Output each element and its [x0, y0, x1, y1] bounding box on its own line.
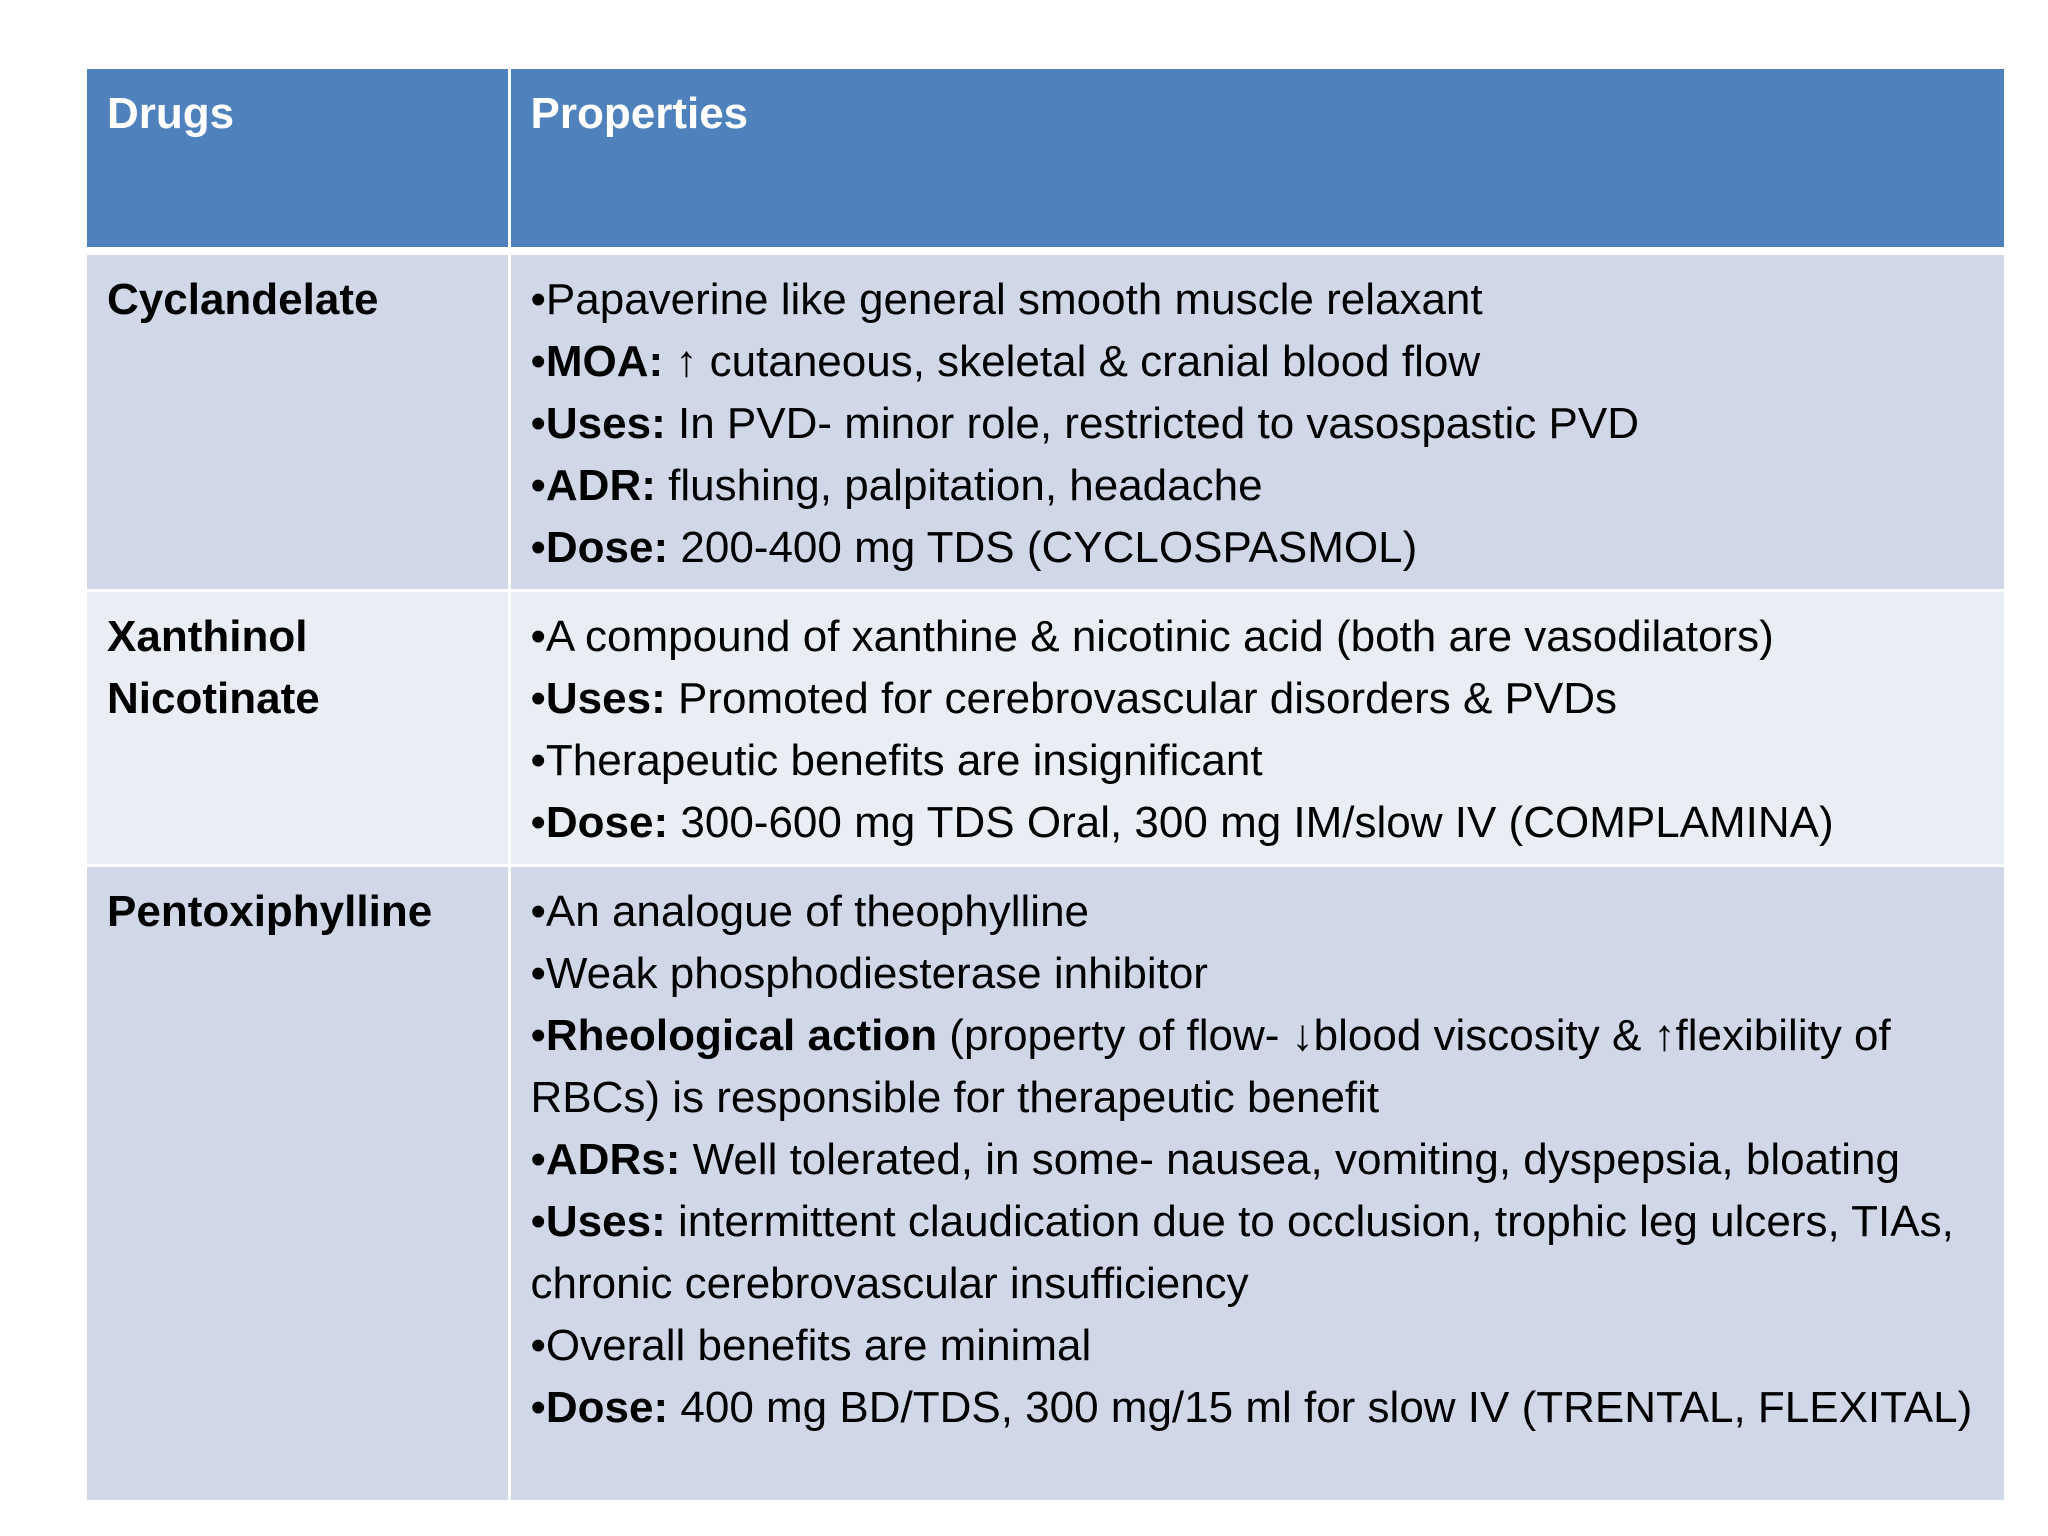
bullet: •	[530, 399, 546, 448]
property-key: MOA:	[545, 337, 664, 386]
property-line	[531, 1377, 1987, 1439]
bullet: •	[530, 1197, 546, 1246]
property-line	[531, 1191, 1987, 1315]
bullet: •	[530, 674, 546, 723]
bullet: •	[530, 798, 546, 847]
property-key: Dose:	[545, 798, 669, 847]
property-text: 200-400 mg TDS (CYCLOSPASMOL)	[668, 523, 1418, 572]
bullet: •	[530, 275, 546, 324]
property-line	[531, 1129, 1987, 1191]
bullet: •	[530, 887, 546, 936]
property-line	[531, 455, 1987, 517]
property-line	[531, 668, 1987, 730]
bullet: •	[530, 1321, 546, 1370]
bullet: •	[530, 337, 546, 386]
header-properties: Properties	[509, 69, 2004, 251]
property-text: A compound of xanthine & nicotinic acid (both are vasodilators)	[545, 612, 1774, 661]
property-line	[531, 393, 1987, 455]
drug-cell	[87, 866, 509, 1502]
table-row	[87, 251, 2004, 591]
drug-name-line2: Nicotinate	[107, 674, 320, 723]
bullet: •	[530, 1011, 546, 1060]
property-line	[531, 730, 1987, 792]
property-key: ADRs:	[545, 1135, 681, 1184]
property-line	[531, 881, 1987, 943]
property-key: Uses:	[545, 399, 666, 448]
properties-cell	[509, 251, 2004, 591]
drug-properties-table	[87, 69, 2004, 1503]
property-line	[531, 331, 1987, 393]
drug-cell	[87, 591, 509, 866]
drug-name: Pentoxiphylline	[107, 887, 433, 936]
bullet: •	[530, 461, 546, 510]
drug-name-line1: Xanthinol	[107, 612, 308, 661]
property-line	[531, 1005, 1987, 1129]
property-text: Promoted for cerebrovascular disorders & PVDs	[665, 674, 1618, 723]
property-text: Therapeutic benefits are insignificant	[545, 736, 1263, 785]
property-text: In PVD- minor role, restricted to vasospastic PVD	[665, 399, 1639, 448]
property-text: 300-600 mg TDS Oral, 300 mg IM/slow IV (COMPLAMINA)	[668, 798, 1834, 847]
table-row	[87, 866, 2004, 1502]
property-text: An analogue of theophylline	[545, 887, 1090, 936]
property-text: 400 mg BD/TDS, 300 mg/15 ml for slow IV (TRENTAL, FLEXITAL)	[668, 1383, 1973, 1432]
property-line	[531, 517, 1987, 579]
property-key: Uses:	[545, 1197, 666, 1246]
property-line	[531, 1315, 1987, 1377]
property-key: Uses:	[545, 674, 666, 723]
properties-cell	[509, 866, 2004, 1502]
bullet: •	[530, 1383, 546, 1432]
property-text: Papaverine like general smooth muscle relaxant	[545, 275, 1483, 324]
property-text: Well tolerated, in some- nausea, vomiting, dyspepsia, bloating	[680, 1135, 1900, 1184]
drug-name: Cyclandelate	[107, 275, 379, 324]
table-header-row	[87, 69, 2004, 251]
table-row	[87, 591, 2004, 866]
property-key: Dose:	[545, 1383, 669, 1432]
bullet: •	[530, 1135, 546, 1184]
property-text: intermittent claudication due to occlusion, trophic leg ulcers, TIAs, chronic cerebrovascular insufficiency	[530, 1197, 1954, 1308]
property-key: Rheological action	[545, 1011, 938, 1060]
property-line	[531, 606, 1987, 668]
property-text: (property of flow- ↓blood viscosity & ↑flexibility of RBCs) is responsible for therapeutic benefit	[530, 1011, 1891, 1122]
property-text: ↑ cutaneous, skeletal & cranial blood flow	[663, 337, 1481, 386]
property-line	[531, 792, 1987, 854]
drug-cell	[87, 251, 509, 591]
bullet: •	[530, 523, 546, 572]
property-line	[531, 943, 1987, 1005]
bullet: •	[530, 736, 546, 785]
property-line	[531, 269, 1987, 331]
property-key: Dose:	[545, 523, 669, 572]
property-text: Overall benefits are minimal	[545, 1321, 1092, 1370]
bullet: •	[530, 612, 546, 661]
property-text: flushing, palpitation, headache	[655, 461, 1263, 510]
header-drugs: Drugs	[87, 69, 509, 251]
properties-cell	[509, 591, 2004, 866]
property-key: ADR:	[545, 461, 656, 510]
property-text: Weak phosphodiesterase inhibitor	[545, 949, 1208, 998]
bullet: •	[530, 949, 546, 998]
